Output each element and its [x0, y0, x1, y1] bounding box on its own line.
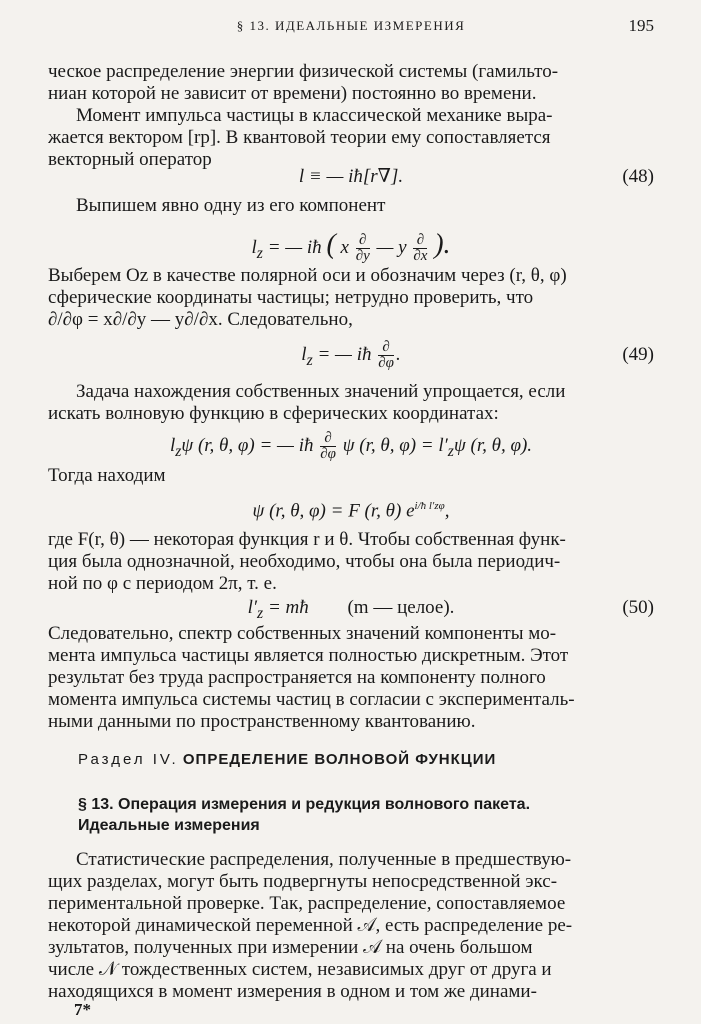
text-line: периментальной проверке. Так, распределение, сопоставляемое — [48, 893, 566, 914]
section-prefix: Раздел IV. — [78, 751, 179, 768]
text-line: Следовательно, спектр собственных значений компоненты мо- — [48, 623, 557, 644]
text-line: Статистические распределения, полученные в предшествую- — [76, 849, 572, 870]
text-line: Тогда находим — [48, 465, 166, 486]
equation-eigen — [48, 426, 654, 466]
eq-sub: z — [306, 351, 313, 369]
eq-note: (m — целое). — [347, 597, 455, 618]
text-line: ция была однозначной, необходимо, чтобы она была периодич- — [48, 551, 561, 572]
eq-sub: z — [175, 442, 182, 460]
text-line: некоторой динамической переменной 𝒜, есть распределение ре- — [48, 915, 573, 936]
fraction-den: ∂y — [355, 248, 370, 265]
eq-sym: x — [340, 237, 349, 258]
equation-50 — [48, 593, 654, 623]
text-line: сферические координаты частицы; нетрудно проверить, что — [48, 287, 534, 308]
subsection-title-line2: Идеальные измерения — [78, 817, 260, 834]
section-title: ОПРЕДЕЛЕНИЕ ВОЛНОВОЙ ФУНКЦИИ — [182, 751, 497, 768]
fraction — [320, 431, 336, 462]
eq-sym: , — [444, 500, 450, 522]
equation-psi — [48, 486, 654, 526]
eq-sym: = — iħ — [262, 237, 322, 258]
text-line: находящихся в момент измерения в одном и том же динами- — [48, 981, 537, 1002]
text-line: Задача нахождения собственных значений упрощается, если — [76, 381, 566, 402]
text-line: результат без труда распространяется на компоненту полного — [48, 667, 546, 688]
equation-49 — [48, 335, 654, 375]
text-line: числе 𝒩 тождественных систем, независимых друг от друга и — [48, 959, 552, 980]
text-line: векторный оператор — [48, 149, 212, 170]
eq-sym: ψ (r, θ, φ). — [453, 435, 533, 456]
text-line: момента импульса системы частиц в согласии с эксперименталь- — [48, 689, 575, 710]
eq-sym: l — [251, 237, 257, 258]
fraction-den: ∂x — [413, 248, 428, 265]
fraction-num: ∂ — [378, 340, 394, 356]
eq-paren: ). — [434, 229, 451, 260]
equation-48-body: l ≡ — iħ[r∇]. — [298, 166, 404, 187]
fraction-den: ∂φ — [378, 355, 394, 372]
text-line: ными данными по пространственному квантованию. — [48, 711, 476, 732]
eq-sym: ψ (r, θ, φ) = l′ — [342, 435, 448, 456]
section-heading — [78, 748, 496, 772]
eq-sym: = — iħ — [312, 344, 372, 365]
fraction — [378, 340, 394, 371]
eq-exponent: i/ħ l′zφ — [414, 500, 445, 512]
equation-lz — [48, 225, 654, 265]
equation-49-tag: (49) — [622, 344, 654, 365]
fraction — [356, 233, 370, 264]
fraction-den: ∂φ — [320, 446, 336, 463]
eq-sym: ψ (r, θ, φ) = — iħ — [181, 435, 314, 456]
signature-mark: 7* — [74, 1000, 91, 1019]
book-page — [48, 0, 654, 1024]
text-line: ческое распределение энергии физической системы (гамильто- — [48, 61, 559, 82]
eq-sym: = mħ — [263, 597, 309, 618]
text-line: Момент импульса частицы в классической механике выра- — [76, 105, 553, 126]
eq-sym: l — [301, 344, 307, 365]
fraction-num: ∂ — [320, 431, 336, 447]
eq-sym: — y — [376, 237, 407, 258]
text-line: щих разделах, могут быть подвергнуты непосредственной экс- — [48, 871, 558, 892]
text-line: Выпишем явно одну из его компонент — [76, 195, 386, 216]
text-line: где F(r, θ) — некоторая функция r и θ. Чтобы собственная функ- — [48, 529, 566, 550]
fraction-num: ∂ — [413, 233, 427, 249]
equation-48-tag: (48) — [622, 166, 654, 187]
eq-sub: z — [256, 244, 263, 262]
text-line: мента импульса частицы является полностью дискретным. Этот — [48, 645, 569, 666]
text-line: ∂/∂φ = x∂/∂y — y∂/∂x. Следовательно, — [48, 309, 353, 330]
text-line: ной по φ с периодом 2π, т. е. — [48, 573, 277, 594]
eq-sub: z — [447, 442, 454, 460]
eq-sub: z — [257, 604, 264, 622]
eq-sym: l′ — [247, 597, 258, 618]
running-header-title: § 13. ИДЕАЛЬНЫЕ ИЗМЕРЕНИЯ — [236, 18, 466, 33]
fraction — [413, 233, 427, 264]
running-header — [48, 16, 654, 38]
eq-sym: ψ (r, θ, φ) = F (r, θ) e — [252, 500, 415, 522]
text-line: Выберем Oz в качестве полярной оси и обозначим через (r, θ, φ) — [48, 265, 567, 286]
fraction-num: ∂ — [356, 233, 370, 249]
text-line: зультатов, полученных при измерении 𝒜 на очень большом — [48, 937, 533, 958]
text-line: жается вектором [rp]. В квантовой теории ему сопоставляется — [48, 127, 551, 148]
equation-50-tag: (50) — [622, 597, 654, 618]
text-line: ниан которой не зависит от времени) постоянно во времени. — [48, 83, 537, 104]
text-line: искать волновую функцию в сферических координатах: — [48, 403, 499, 424]
eq-paren: ( — [326, 229, 336, 260]
equation-48 — [48, 162, 654, 192]
eq-sym: l — [169, 435, 176, 456]
page-number: 195 — [628, 16, 654, 35]
eq-sym: . — [395, 344, 401, 365]
subsection-title-line1: § 13. Операция измерения и редукция волнового пакета. — [78, 796, 531, 813]
